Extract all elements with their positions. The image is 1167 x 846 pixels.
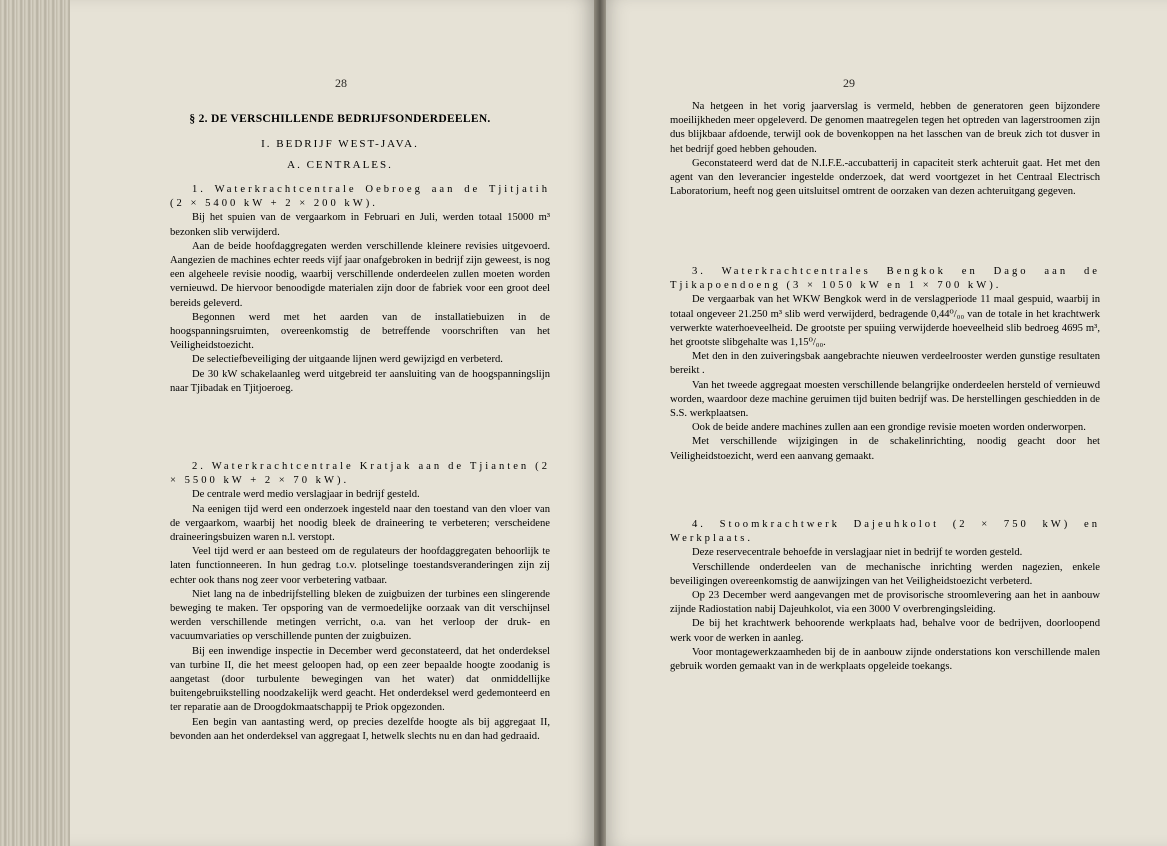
- paragraph: 2. Waterkrachtcentrale Kratjak aan de Tjianten (2 × 5500 kW + 2 × 70 kW).: [170, 461, 550, 487]
- paragraph: Begonnen werd met het aarden van de installatiebuizen in de hoogspanningsruimten, overeenkomstig de betreffende voorschriften van het Veiligheidstoezicht.: [170, 311, 550, 352]
- paragraph: Een begin van aantasting werd, op precies dezelfde hoogte als bij aggregaat II, bevonden aan het onderdeksel van aggregaat I, hetwelk slechts nu en dan had gedraaid.: [170, 716, 550, 742]
- paragraph: De vergaarbak van het WKW Bengkok werd in de verslagperiode 11 maal gespuid, waarbij in totaal ongeveer 21.250 m³ slib werd verwijderd, bedragende 0,44⁰/₀₀ van de totale in het krachtwerk verwerkte waterhoeveelheid. De grootste per spuiing verwijderde hoeveelheid slib bedroeg 4695 m³, het grootste slibgehalte was 1,15⁰/₀₀.: [670, 294, 1100, 349]
- paragraph: Bij het spuien van de vergaarkom in Februari en Juli, werden totaal 15000 m³ bezonken slib verwijderd.: [170, 212, 550, 238]
- paragraph: Aan de beide hoofdaggregaten werden verschillende kleinere revisies uitgevoerd. Aangezien de machines echter reeds vijf jaar onafgebroken in bedrijf zijn geweest, is nog een algeheele revisie noodig, waarbij verschillende onderdeelen zullen moeten worden vernieuwd. De hiervoor benoodigde materialen zijn door de fabriek voor een groot deel bereids geleverd.: [170, 240, 550, 309]
- paragraph: Bij een inwendige inspectie in December werd geconstateerd, dat het onderdeksel van turbine II, die het meest geloopen had, op een zeer bepaalde hoogte zoodanig is aangetast (door turbulente bewegingen van het water) dat onmiddellijke buitengebruikstelling noodzakelijk werd geacht. Het onderdeksel werd gedemonteerd en ter reparatie aan de Droogdokmaatschappij te Priok opgezonden.: [170, 645, 550, 714]
- paragraph: Niet lang na de inbedrijfstelling bleken de zuigbuizen der turbines een slingerende beweging te maken. Ter opsporing van de vermoedelijke oorzaak van dit verschijnsel werden verschillende metingen verricht, o.a. van het verloop der druk- en vacuumvariaties op verschillende punten der zuigbuizen.: [170, 588, 550, 643]
- subtitle-centrales: A. CENTRALES.: [287, 159, 393, 171]
- paragraph: Ook de beide andere machines zullen aan een grondige revisie moeten worden onderworpen.: [692, 422, 1086, 434]
- left-block-1: [170, 183, 550, 396]
- paragraph: 1. Waterkrachtcentrale Oebroeg aan de Tjitjatih (2 × 5400 kW + 2 × 200 kW).: [170, 184, 550, 210]
- paragraph: De bij het krachtwerk behoorende werkplaats had, behalve voor de bedrijven, doorloopend werk voor de werken in aanleg.: [670, 618, 1100, 644]
- section-title: § 2. DE VERSCHILLENDE BEDRIJFSONDERDEELEN.: [189, 113, 491, 125]
- page-number: 28: [335, 76, 347, 90]
- right-block-3: [670, 518, 1100, 674]
- paragraph: Met verschillende wijzigingen in de schakelinrichting, noodig geacht door het Veiligheidstoezicht, werd een aanvang gemaakt.: [670, 436, 1100, 462]
- paragraph: Van het tweede aggregaat moesten verschillende belangrijke onderdeelen hersteld of vernieuwd worden, waardoor deze machine geruimen tijd buiten bedrijf was. De herstellingen geschiedden in de S.S. werkplaatsen.: [670, 379, 1100, 420]
- paragraph: Deze reservecentrale behoefde in verslagjaar niet in bedrijf te worden gesteld.: [692, 547, 1023, 559]
- paragraph: De 30 kW schakelaanleg werd uitgebreid ter aansluiting van de hoogspanningslijn naar Tjibadak en Tjitjoeroeg.: [170, 368, 550, 394]
- paragraph: 4. Stoomkrachtwerk Dajeuhkolot (2 × 750 kW) en Werkplaats.: [670, 519, 1100, 545]
- paragraph: De centrale werd medio verslagjaar in bedrijf gesteld.: [192, 489, 420, 501]
- paragraph: Met den in den zuiveringsbak aangebrachte nieuwen verdeelrooster werden gunstige resultaten bereikt .: [670, 351, 1100, 377]
- paragraph: Geconstateerd werd dat de N.I.F.E.-accubatterij in capaciteit sterk achteruit gaat. Het met den agent van den leverancier ingestelde onderzoek, dat werd voortgezet in het Centraal Electrisch Laboratorium, heeft nog geen uitsluitsel omtrent de oorzaken van dezen achteruitgang gegeven.: [670, 157, 1100, 198]
- paragraph: Verschillende onderdeelen van de mechanische inrichting werden nagezien, enkele beveiligingen overeenkomstig de aanwijzingen van het Veiligheidstoezicht verbeterd.: [670, 561, 1100, 587]
- left-block-2: [170, 460, 550, 744]
- book-gutter: [594, 0, 606, 846]
- page-number: 29: [843, 76, 855, 90]
- paragraph: 3. Waterkrachtcentrales Bengkok en Dago aan de Tjikapoendoeng (3 × 1050 kW en 1 × 700 kW).: [670, 266, 1100, 292]
- paragraph: De selectiefbeveiliging der uitgaande lijnen werd gewijzigd en verbeterd.: [192, 354, 503, 366]
- paragraph: Veel tijd werd er aan besteed om de regulateurs der hoofdaggregaten behoorlijk te laten functionneeren. In hun gedrag t.o.v. plotselinge toestandsveranderingen zijn zij echter ook thans nog zeer voor verbetering vatbaar.: [170, 546, 550, 586]
- paragraph: Na hetgeen in het vorig jaarverslag is vermeld, hebben de generatoren geen bijzondere moeilijkheden meer opgeleverd. De genomen maatregelen tegen het optreden van lagerstroomen zijn dus blijkbaar afdoende, terwijl ook de bovenkoppen na het lasschen van de breuk zich tot dusver in het bedrijf goed hebben gehouden.: [670, 101, 1100, 155]
- paragraph: Voor montagewerkzaamheden bij de in aanbouw zijnde onderstations kon verschillende malen gebruik worden gemaakt van in de werkplaats opgeleide toekangs.: [670, 646, 1100, 673]
- subtitle-bedrijf: I. BEDRIJF WEST-JAVA.: [261, 138, 419, 150]
- page-edges: [0, 0, 80, 846]
- right-block-1: [670, 100, 1100, 199]
- paragraph: Op 23 December werd aangevangen met de provisorische stroomlevering aan het in aanbouw zijnde Radiostation nabij Dajeuhkolot, via een 3000 V overbrengingsleiding.: [670, 590, 1100, 616]
- paragraph: Na eenigen tijd werd een onderzoek ingesteld naar den toestand van den vloer van de vergaarkom, waarbij het noodig bleek de draineering te verbeteren; verscheidene draineeringsbuizen waren n.l. verstopt.: [170, 503, 550, 544]
- right-block-2: [670, 265, 1100, 464]
